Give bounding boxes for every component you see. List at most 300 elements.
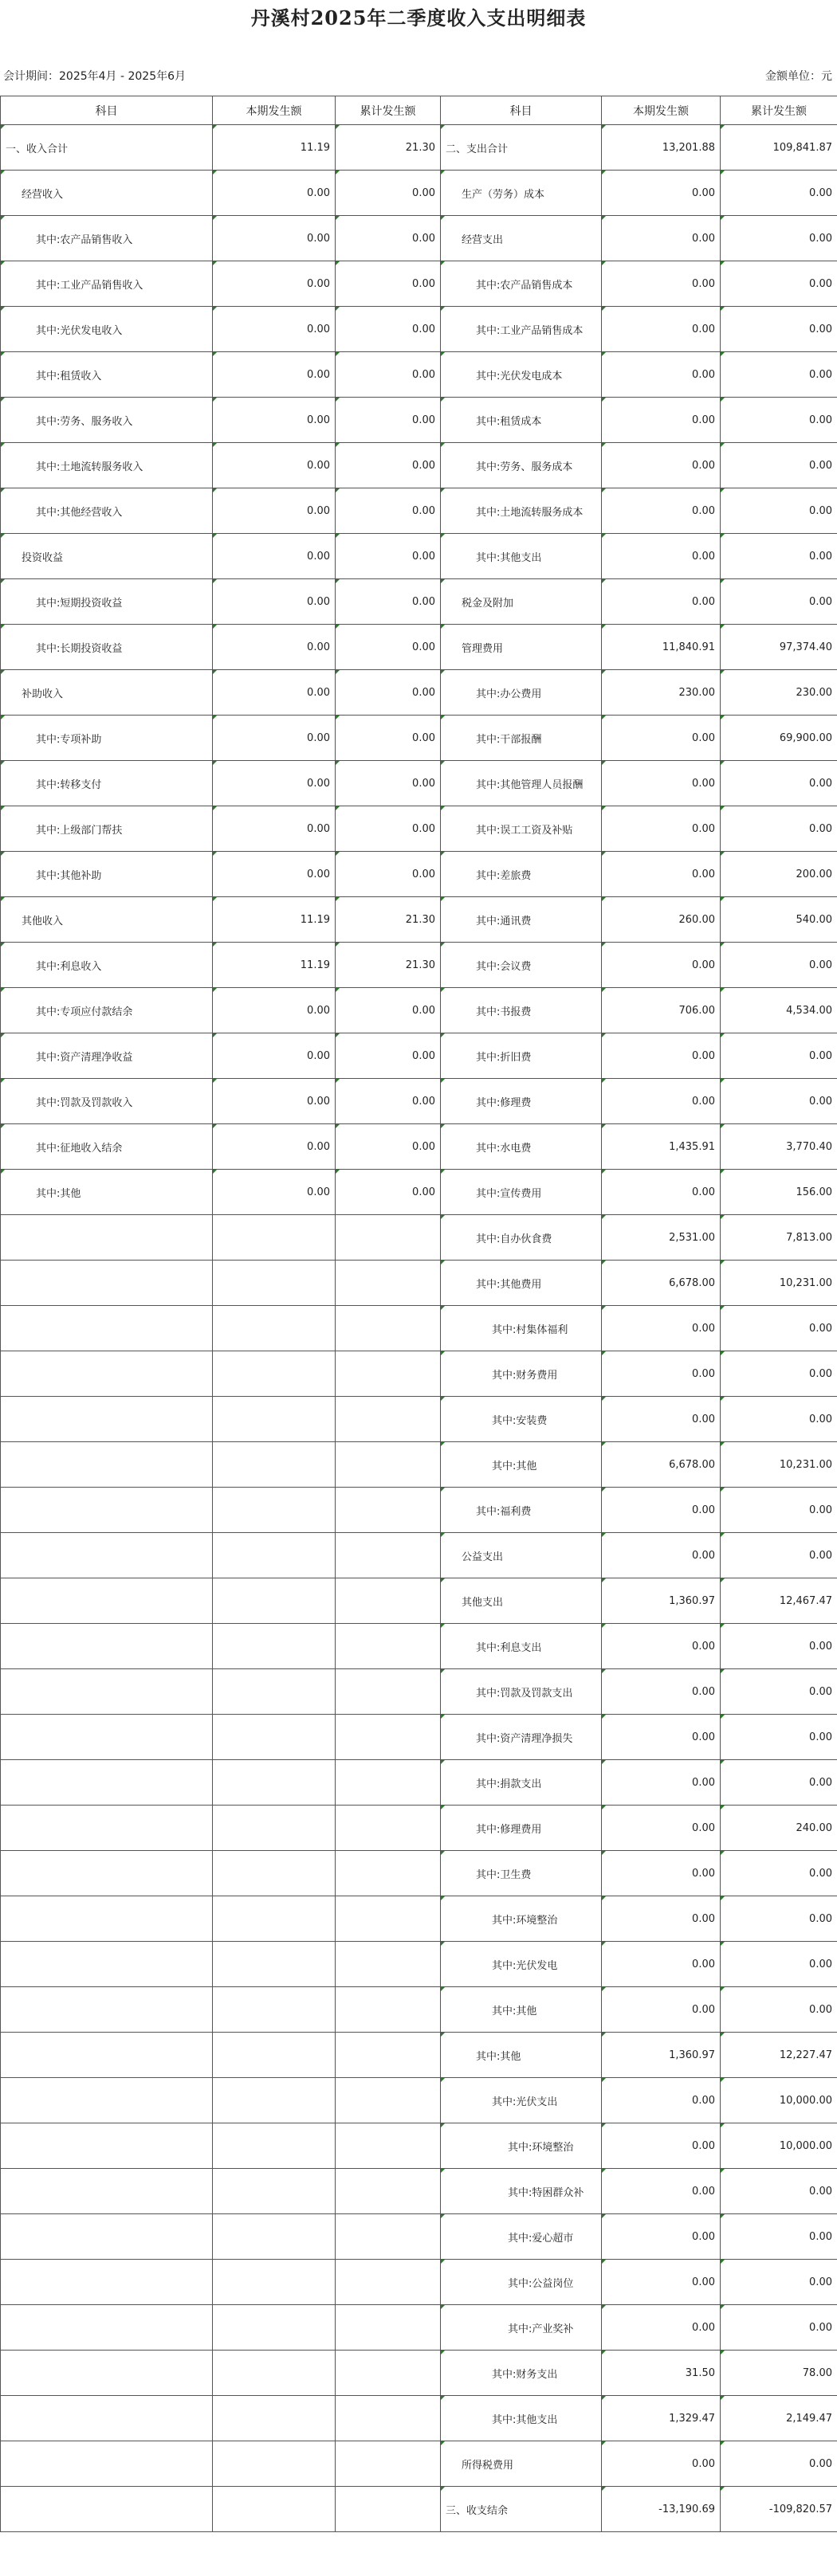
left-subject-cell [1,1578,213,1624]
right-current-cell: 0.00 [602,1760,721,1806]
table-row [1,488,837,534]
right-current-cell: 706.00 [602,988,721,1033]
left-cumulative-cell: 0.00 [336,761,441,806]
left-cumulative-cell: 0.00 [336,988,441,1033]
right-subject-cell: 其中:修理费 [441,1079,602,1124]
right-current-cell: 0.00 [602,1351,721,1397]
right-subject-cell: 其中:卫生费 [441,1851,602,1896]
right-subject-cell: 其中:公益岗位 [441,2260,602,2305]
left-subject-cell: 其他收入 [1,897,213,943]
left-cumulative-cell: 0.00 [336,716,441,761]
left-current-cell [213,2169,336,2214]
left-current-cell: 0.00 [213,307,336,352]
left-subject-cell [1,1806,213,1851]
right-subject-cell: 其中:捐款支出 [441,1760,602,1806]
left-subject-cell: 一、收入合计 [1,125,213,171]
right-subject-cell: 其中:租赁成本 [441,398,602,443]
right-cumulative-cell: 0.00 [721,943,837,988]
left-subject-cell: 经营收入 [1,171,213,216]
header-left-cumulative: 累计发生额 [336,96,441,125]
table-row [1,1124,837,1170]
left-current-cell [213,1851,336,1896]
left-current-cell: 0.00 [213,761,336,806]
table-row [1,216,837,261]
left-subject-cell: 其中:其他 [1,1170,213,1215]
left-current-cell: 11.19 [213,897,336,943]
right-subject-cell: 其中:干部报酬 [441,716,602,761]
right-subject-cell: 其中:修理费用 [441,1806,602,1851]
right-cumulative-cell: 10,000.00 [721,2123,837,2169]
right-subject-cell: 其中:光伏支出 [441,2078,602,2123]
left-subject-cell [1,2214,213,2260]
left-subject-cell [1,1760,213,1806]
left-current-cell: 0.00 [213,670,336,716]
left-cumulative-cell: 21.30 [336,943,441,988]
left-current-cell [213,2487,336,2532]
right-cumulative-cell: 0.00 [721,761,837,806]
left-cumulative-cell: 0.00 [336,261,441,307]
header-right-cumulative: 累计发生额 [721,96,837,125]
right-current-cell: 0.00 [602,716,721,761]
right-current-cell: 0.00 [602,1624,721,1669]
right-cumulative-cell: 0.00 [721,1715,837,1760]
right-cumulative-cell: 7,813.00 [721,1215,837,1261]
table-row [1,2396,837,2441]
left-cumulative-cell [336,1987,441,2033]
left-current-cell [213,1806,336,1851]
left-cumulative-cell: 0.00 [336,1170,441,1215]
left-current-cell [213,1261,336,1306]
right-subject-cell: 其中:罚款及罚款支出 [441,1669,602,1715]
left-cumulative-cell [336,1442,441,1488]
right-current-cell: 0.00 [602,2169,721,2214]
left-cumulative-cell: 0.00 [336,171,441,216]
right-subject-cell: 其中:工业产品销售成本 [441,307,602,352]
right-cumulative-cell: 0.00 [721,1760,837,1806]
left-cumulative-cell [336,2396,441,2441]
left-subject-cell [1,1624,213,1669]
left-current-cell [213,1669,336,1715]
left-current-cell: 0.00 [213,488,336,534]
right-current-cell: 0.00 [602,1079,721,1124]
right-current-cell: 0.00 [602,443,721,488]
left-subject-cell [1,1306,213,1351]
left-current-cell [213,2123,336,2169]
right-current-cell: 1,329.47 [602,2396,721,2441]
right-current-cell: 0.00 [602,1669,721,1715]
right-current-cell: 0.00 [602,2078,721,2123]
table-row [1,2078,837,2123]
table-row [1,2260,837,2305]
table-row [1,1079,837,1124]
right-current-cell: 0.00 [602,171,721,216]
left-subject-cell [1,1987,213,2033]
right-cumulative-cell: 0.00 [721,1306,837,1351]
right-current-cell: 2,531.00 [602,1215,721,1261]
right-subject-cell: 其中:其他 [441,1987,602,2033]
left-subject-cell: 其中:上级部门帮扶 [1,806,213,852]
left-subject-cell [1,1215,213,1261]
right-subject-cell: 其中:其他支出 [441,2396,602,2441]
table-row [1,1033,837,1079]
left-current-cell [213,2033,336,2078]
left-cumulative-cell [336,1397,441,1442]
table-row [1,1533,837,1578]
left-current-cell: 0.00 [213,443,336,488]
left-current-cell [213,2441,336,2487]
left-subject-cell [1,2123,213,2169]
left-cumulative-cell: 0.00 [336,1033,441,1079]
right-current-cell: 0.00 [602,352,721,398]
right-subject-cell: 其中:村集体福利 [441,1306,602,1351]
right-cumulative-cell: 10,231.00 [721,1261,837,1306]
right-subject-cell: 其中:财务支出 [441,2351,602,2396]
currency-unit: 金额单位：元 [765,70,832,83]
right-cumulative-cell: 540.00 [721,897,837,943]
right-subject-cell: 税金及附加 [441,579,602,625]
table-row [1,1806,837,1851]
left-cumulative-cell [336,1942,441,1987]
right-cumulative-cell: 10,231.00 [721,1442,837,1488]
left-subject-cell [1,1942,213,1987]
table-row [1,2033,837,2078]
right-subject-cell: 其中:产业奖补 [441,2305,602,2351]
right-subject-cell: 管理费用 [441,625,602,670]
left-current-cell [213,1533,336,1578]
left-subject-cell: 其中:罚款及罚款收入 [1,1079,213,1124]
table-row [1,806,837,852]
left-subject-cell: 其中:劳务、服务收入 [1,398,213,443]
left-cumulative-cell: 0.00 [336,216,441,261]
left-cumulative-cell [336,1533,441,1578]
table-row [1,1261,837,1306]
right-cumulative-cell: 0.00 [721,2214,837,2260]
left-subject-cell: 其中:长期投资收益 [1,625,213,670]
right-current-cell: 0.00 [602,2214,721,2260]
right-current-cell: 0.00 [602,761,721,806]
right-subject-cell: 其中:利息支出 [441,1624,602,1669]
left-subject-cell [1,1715,213,1760]
left-current-cell [213,2305,336,2351]
left-cumulative-cell [336,2260,441,2305]
right-cumulative-cell: 0.00 [721,1533,837,1578]
table-row [1,2214,837,2260]
left-current-cell: 0.00 [213,1170,336,1215]
table-row [1,1306,837,1351]
left-current-cell: 0.00 [213,1033,336,1079]
right-current-cell: 0.00 [602,1806,721,1851]
left-cumulative-cell: 0.00 [336,1124,441,1170]
left-subject-cell [1,2351,213,2396]
left-cumulative-cell [336,2487,441,2532]
right-subject-cell: 其中:办公费用 [441,670,602,716]
left-subject-cell: 其中:转移支付 [1,761,213,806]
table-row [1,1987,837,2033]
right-subject-cell: 其中:自办伙食费 [441,1215,602,1261]
right-subject-cell: 其中:误工工资及补贴 [441,806,602,852]
header-right-current: 本期发生额 [602,96,721,125]
right-cumulative-cell: 109,841.87 [721,125,837,171]
right-cumulative-cell: 0.00 [721,398,837,443]
right-current-cell: 0.00 [602,1306,721,1351]
left-subject-cell [1,2078,213,2123]
right-subject-cell: 其中:环境整治 [441,2123,602,2169]
right-subject-cell: 其他支出 [441,1578,602,1624]
left-current-cell: 11.19 [213,125,336,171]
right-subject-cell: 其中:宣传费用 [441,1170,602,1215]
left-subject-cell: 其中:工业产品销售收入 [1,261,213,307]
right-cumulative-cell: 0.00 [721,1896,837,1942]
left-subject-cell [1,2305,213,2351]
right-cumulative-cell: 97,374.40 [721,625,837,670]
right-subject-cell: 二、支出合计 [441,125,602,171]
right-cumulative-cell: -109,820.57 [721,2487,837,2532]
table-row [1,579,837,625]
right-current-cell: 0.00 [602,1397,721,1442]
left-subject-cell: 补助收入 [1,670,213,716]
left-subject-cell [1,1442,213,1488]
right-subject-cell: 其中:光伏发电成本 [441,352,602,398]
table-row [1,2441,837,2487]
left-cumulative-cell [336,1806,441,1851]
table-row [1,1851,837,1896]
left-subject-cell: 其中:专项应付款结余 [1,988,213,1033]
right-cumulative-cell: 0.00 [721,1987,837,2033]
right-subject-cell: 其中:福利费 [441,1488,602,1533]
table-row [1,1578,837,1624]
left-subject-cell: 投资收益 [1,534,213,579]
left-subject-cell [1,2260,213,2305]
right-subject-cell: 其中:爱心超市 [441,2214,602,2260]
table-row [1,625,837,670]
left-subject-cell [1,1351,213,1397]
left-subject-cell [1,2033,213,2078]
table-row [1,897,837,943]
left-cumulative-cell: 0.00 [336,488,441,534]
right-cumulative-cell: 0.00 [721,1851,837,1896]
right-cumulative-cell: 12,227.47 [721,2033,837,2078]
table-row [1,2169,837,2214]
table-row [1,2123,837,2169]
left-cumulative-cell [336,1669,441,1715]
left-subject-cell [1,1851,213,1896]
table-row [1,2487,837,2532]
right-cumulative-cell: 240.00 [721,1806,837,1851]
header-left-subject: 科目 [1,96,213,125]
left-cumulative-cell [336,2214,441,2260]
right-subject-cell: 三、收支结余 [441,2487,602,2532]
right-cumulative-cell: 156.00 [721,1170,837,1215]
left-cumulative-cell: 0.00 [336,352,441,398]
right-subject-cell: 其中:其他管理人员报酬 [441,761,602,806]
left-subject-cell: 其中:农产品销售收入 [1,216,213,261]
left-current-cell [213,1624,336,1669]
left-subject-cell [1,2441,213,2487]
table-row [1,670,837,716]
left-current-cell [213,1215,336,1261]
right-current-cell: 260.00 [602,897,721,943]
left-subject-cell: 其中:征地收入结余 [1,1124,213,1170]
right-current-cell: 0.00 [602,1896,721,1942]
table-row [1,1351,837,1397]
table-row [1,1669,837,1715]
right-subject-cell: 其中:其他费用 [441,1261,602,1306]
left-current-cell [213,2351,336,2396]
left-current-cell: 0.00 [213,398,336,443]
right-subject-cell: 其中:特困群众补 [441,2169,602,2214]
right-cumulative-cell: 230.00 [721,670,837,716]
left-cumulative-cell [336,2351,441,2396]
table-row [1,943,837,988]
left-cumulative-cell [336,2441,441,2487]
right-subject-cell: 生产（劳务）成本 [441,171,602,216]
right-current-cell: 0.00 [602,2305,721,2351]
right-cumulative-cell: 0.00 [721,307,837,352]
right-current-cell: 0.00 [602,1170,721,1215]
left-subject-cell [1,1533,213,1578]
table-row [1,171,837,216]
left-subject-cell [1,1896,213,1942]
right-cumulative-cell: 0.00 [721,2441,837,2487]
table-row [1,534,837,579]
right-cumulative-cell: 69,900.00 [721,716,837,761]
right-subject-cell: 其中:环境整治 [441,1896,602,1942]
left-cumulative-cell [336,1851,441,1896]
left-current-cell: 0.00 [213,806,336,852]
left-current-cell [213,2214,336,2260]
right-cumulative-cell: 0.00 [721,1624,837,1669]
left-current-cell: 0.00 [213,852,336,897]
left-subject-cell: 其中:其他经营收入 [1,488,213,534]
right-current-cell: 31.50 [602,2351,721,2396]
right-cumulative-cell: 0.00 [721,171,837,216]
table-row [1,398,837,443]
left-current-cell: 0.00 [213,625,336,670]
left-cumulative-cell: 0.00 [336,534,441,579]
left-cumulative-cell [336,1760,441,1806]
right-cumulative-cell: 0.00 [721,1351,837,1397]
income-expense-table [0,96,837,2532]
left-subject-cell [1,1488,213,1533]
right-current-cell: 0.00 [602,261,721,307]
left-subject-cell [1,1669,213,1715]
right-current-cell: 0.00 [602,943,721,988]
table-row [1,1715,837,1760]
right-subject-cell: 其中:土地流转服务成本 [441,488,602,534]
left-cumulative-cell [336,2123,441,2169]
left-subject-cell: 其中:短期投资收益 [1,579,213,625]
left-cumulative-cell: 0.00 [336,806,441,852]
left-current-cell: 0.00 [213,171,336,216]
table-row [1,352,837,398]
left-subject-cell [1,2487,213,2532]
right-cumulative-cell: 12,467.47 [721,1578,837,1624]
right-subject-cell: 其中:通讯费 [441,897,602,943]
left-subject-cell: 其中:资产清理净收益 [1,1033,213,1079]
right-cumulative-cell: 0.00 [721,1033,837,1079]
header-right-subject: 科目 [441,96,602,125]
left-current-cell [213,1397,336,1442]
left-cumulative-cell [336,2305,441,2351]
right-cumulative-cell: 78.00 [721,2351,837,2396]
left-cumulative-cell [336,1351,441,1397]
right-current-cell: 0.00 [602,216,721,261]
right-subject-cell: 其中:光伏发电 [441,1942,602,1987]
left-current-cell: 0.00 [213,579,336,625]
table-row [1,1896,837,1942]
left-cumulative-cell [336,1715,441,1760]
table-row [1,261,837,307]
left-cumulative-cell [336,1261,441,1306]
right-current-cell: 0.00 [602,1851,721,1896]
left-cumulative-cell: 21.30 [336,897,441,943]
left-cumulative-cell: 0.00 [336,398,441,443]
left-subject-cell [1,1261,213,1306]
left-current-cell: 0.00 [213,216,336,261]
right-current-cell: 0.00 [602,806,721,852]
left-current-cell [213,2396,336,2441]
right-cumulative-cell: 0.00 [721,443,837,488]
right-cumulative-cell: 0.00 [721,352,837,398]
right-cumulative-cell: 0.00 [721,1397,837,1442]
left-cumulative-cell [336,1624,441,1669]
right-current-cell: 11,840.91 [602,625,721,670]
left-current-cell [213,2260,336,2305]
right-subject-cell: 其中:差旅费 [441,852,602,897]
left-cumulative-cell: 0.00 [336,670,441,716]
table-row [1,2305,837,2351]
right-cumulative-cell: 0.00 [721,2260,837,2305]
right-cumulative-cell: 2,149.47 [721,2396,837,2441]
left-current-cell [213,1351,336,1397]
right-cumulative-cell: 0.00 [721,2169,837,2214]
right-cumulative-cell: 0.00 [721,261,837,307]
left-cumulative-cell: 0.00 [336,307,441,352]
right-current-cell: 0.00 [602,2260,721,2305]
table-row [1,443,837,488]
left-cumulative-cell: 0.00 [336,443,441,488]
right-cumulative-cell: 0.00 [721,1942,837,1987]
left-cumulative-cell: 0.00 [336,579,441,625]
right-subject-cell: 其中:财务费用 [441,1351,602,1397]
right-cumulative-cell: 3,770.40 [721,1124,837,1170]
right-subject-cell: 其中:水电费 [441,1124,602,1170]
table-row [1,1170,837,1215]
left-subject-cell: 其中:利息收入 [1,943,213,988]
left-cumulative-cell [336,2078,441,2123]
right-current-cell: 1,360.97 [602,1578,721,1624]
right-subject-cell: 其中:劳务、服务成本 [441,443,602,488]
right-cumulative-cell: 0.00 [721,1488,837,1533]
left-current-cell: 0.00 [213,352,336,398]
right-subject-cell: 其中:其他 [441,1442,602,1488]
table-row [1,761,837,806]
right-current-cell: 0.00 [602,1987,721,2033]
left-current-cell [213,1578,336,1624]
right-subject-cell: 其中:其他 [441,2033,602,2078]
right-current-cell: 0.00 [602,2441,721,2487]
right-cumulative-cell: 0.00 [721,534,837,579]
right-subject-cell: 其中:折旧费 [441,1033,602,1079]
right-current-cell: 0.00 [602,2123,721,2169]
right-subject-cell: 公益支出 [441,1533,602,1578]
table-row [1,1760,837,1806]
left-current-cell [213,1760,336,1806]
right-cumulative-cell: 200.00 [721,852,837,897]
accounting-period: 会计期间：2025年4月 - 2025年6月 [3,70,187,83]
left-subject-cell: 其中:其他补助 [1,852,213,897]
right-cumulative-cell: 0.00 [721,1669,837,1715]
